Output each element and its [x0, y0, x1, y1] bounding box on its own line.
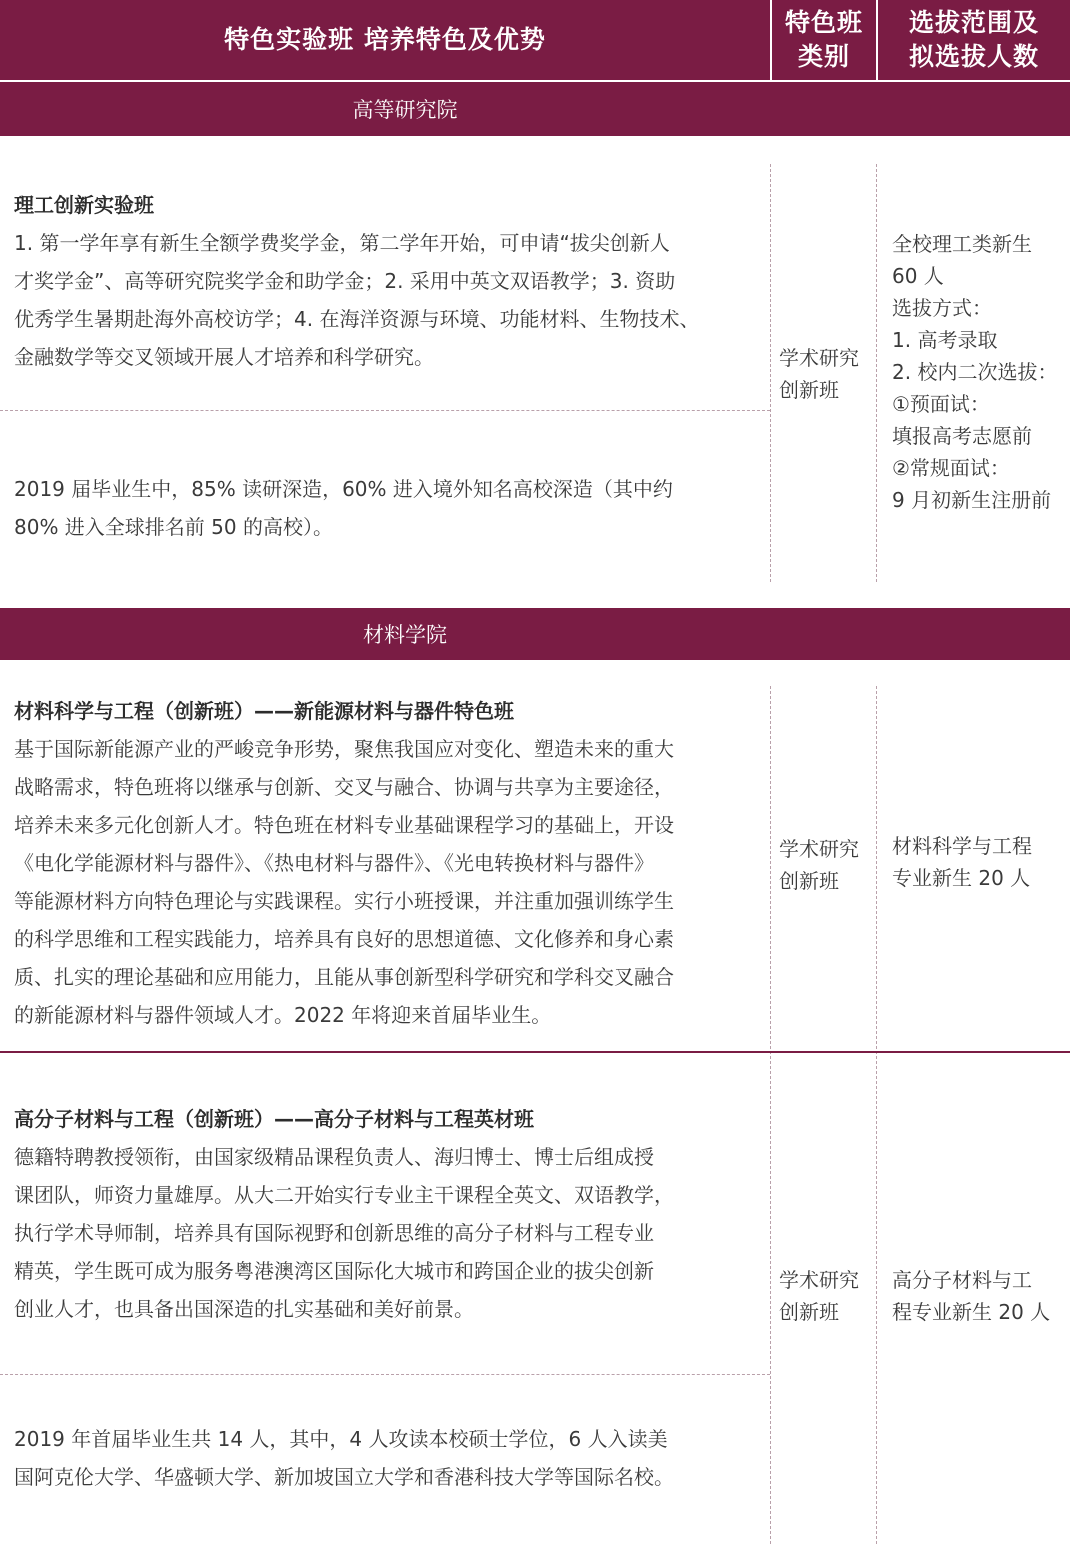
program-description	[14, 1138, 764, 1328]
selection-line: ①预面试：	[892, 392, 990, 416]
outcome-line: 2019 届毕业生中，85% 读研深造，60% 进入境外知名高校深造（其中约	[14, 477, 673, 501]
column-divider	[876, 164, 877, 582]
selection-line: 填报高考志愿前	[892, 424, 1032, 448]
program-category	[779, 342, 871, 406]
outcome-line: 2019 年首届毕业生共 14 人，其中，4 人攻读本校硕士学位，6 人入读美	[14, 1427, 668, 1451]
program-description	[14, 224, 764, 376]
program-description	[14, 730, 764, 1034]
column-divider	[770, 164, 771, 582]
category-line: 创新班	[779, 1300, 839, 1324]
selection-line: 全校理工类新生	[892, 232, 1032, 256]
header-features-label: 特色实验班 培养特色及优势	[224, 25, 546, 54]
program-selection	[892, 228, 1072, 516]
program-outcome	[14, 1420, 764, 1496]
description-line: 的科学思维和工程实践能力，培养具有良好的思想道德、文化修养和身心素	[14, 927, 674, 951]
outcome-line: 80% 进入全球排名前 50 的高校）。	[14, 515, 333, 539]
section-title: 高等研究院	[352, 98, 458, 122]
description-line: 的新能源材料与器件领域人才。2022 年将迎来首届毕业生。	[14, 1003, 552, 1027]
category-line: 创新班	[779, 378, 839, 402]
description-line: 精英，学生既可成为服务粤港澳湾区国际化大城市和跨国企业的拔尖创新	[14, 1259, 654, 1283]
description-line: 课团队，师资力量雄厚。从大二开始实行专业主干课程全英文、双语教学，	[14, 1183, 674, 1207]
description-line: 等能源材料方向特色理论与实践课程。实行小班授课，并注重加强训练学生	[14, 889, 674, 913]
description-line: 优秀学生暑期赴海外高校访学；4. 在海洋资源与环境、功能材料、生物技术、	[14, 307, 700, 331]
program-outcome	[14, 470, 764, 546]
header-selection-line: 选拔范围及	[908, 8, 1039, 37]
program-title: 高分子材料与工程（创新班）——高分子材料与工程英材班	[14, 1107, 534, 1131]
selection-line: ②常规面试：	[892, 456, 1010, 480]
program-selection	[892, 1264, 1072, 1328]
header-features-column	[0, 0, 770, 80]
description-line: 基于国际新能源产业的严峻竞争形势，聚焦我国应对变化、塑造未来的重大	[14, 737, 674, 761]
column-divider	[876, 686, 877, 1544]
category-line: 创新班	[779, 869, 839, 893]
section-title: 材料学院	[363, 623, 447, 647]
header-category-line: 类别	[797, 42, 850, 71]
column-divider	[770, 686, 771, 1544]
description-line: 金融数学等交叉领域开展人才培养和科学研究。	[14, 345, 434, 369]
program-category	[779, 833, 871, 897]
header-category-line: 特色班	[784, 8, 863, 37]
category-line: 学术研究	[779, 837, 859, 861]
program-title: 材料科学与工程（创新班）——新能源材料与器件特色班	[14, 699, 514, 723]
description-line: 1. 第一学年享有新生全额学费奖学金，第二学年开始，可申请“拔尖创新人	[14, 231, 670, 255]
description-line: 战略需求，特色班将以继承与创新、交叉与融合、协调与共享为主要途径，	[14, 775, 674, 799]
description-line: 培养未来多元化创新人才。特色班在材料专业基础课程学习的基础上，开设	[14, 813, 674, 837]
description-line: 《电化学能源材料与器件》、《热电材料与器件》、《光电转换材料与器件》	[14, 851, 654, 875]
table-header	[0, 0, 1070, 80]
selection-line: 2. 校内二次选拔：	[892, 360, 1058, 384]
selection-line: 程专业新生 20 人	[892, 1300, 1051, 1324]
section-band-advanced-institute	[0, 82, 1070, 136]
description-line: 执行学术导师制，培养具有国际视野和创新思维的高分子材料与工程专业	[14, 1221, 654, 1245]
program-divider	[0, 1051, 1070, 1053]
outcome-line: 国阿克伦大学、华盛顿大学、新加坡国立大学和香港科技大学等国际名校。	[14, 1465, 674, 1489]
section-band-materials-school	[0, 608, 1070, 660]
selection-line: 专业新生 20 人	[892, 866, 1031, 890]
program-category	[779, 1264, 871, 1328]
selection-line: 60 人	[892, 264, 944, 288]
program-title: 理工创新实验班	[14, 193, 154, 217]
description-line: 才奖学金”、高等研究院奖学金和助学金；2. 采用中英文双语教学；3. 资助	[14, 269, 676, 293]
row-divider	[0, 410, 770, 411]
row-divider	[0, 1374, 770, 1375]
description-line: 创业人才，也具备出国深造的扎实基础和美好前景。	[14, 1297, 474, 1321]
program-selection	[892, 830, 1072, 894]
selection-line: 材料科学与工程	[892, 834, 1032, 858]
category-line: 学术研究	[779, 1268, 859, 1292]
description-line: 质、扎实的理论基础和应用能力，且能从事创新型科学研究和学科交叉融合	[14, 965, 674, 989]
selection-line: 选拔方式：	[892, 296, 992, 320]
header-selection-column	[878, 0, 1070, 80]
category-line: 学术研究	[779, 346, 859, 370]
description-line: 德籍特聘教授领衔，由国家级精品课程负责人、海归博士、博士后组成授	[14, 1145, 654, 1169]
header-category-column	[772, 0, 876, 80]
selection-line: 1. 高考录取	[892, 328, 998, 352]
selection-line: 9 月初新生注册前	[892, 488, 1052, 512]
header-selection-line: 拟选拔人数	[908, 42, 1039, 71]
selection-line: 高分子材料与工	[892, 1268, 1032, 1292]
